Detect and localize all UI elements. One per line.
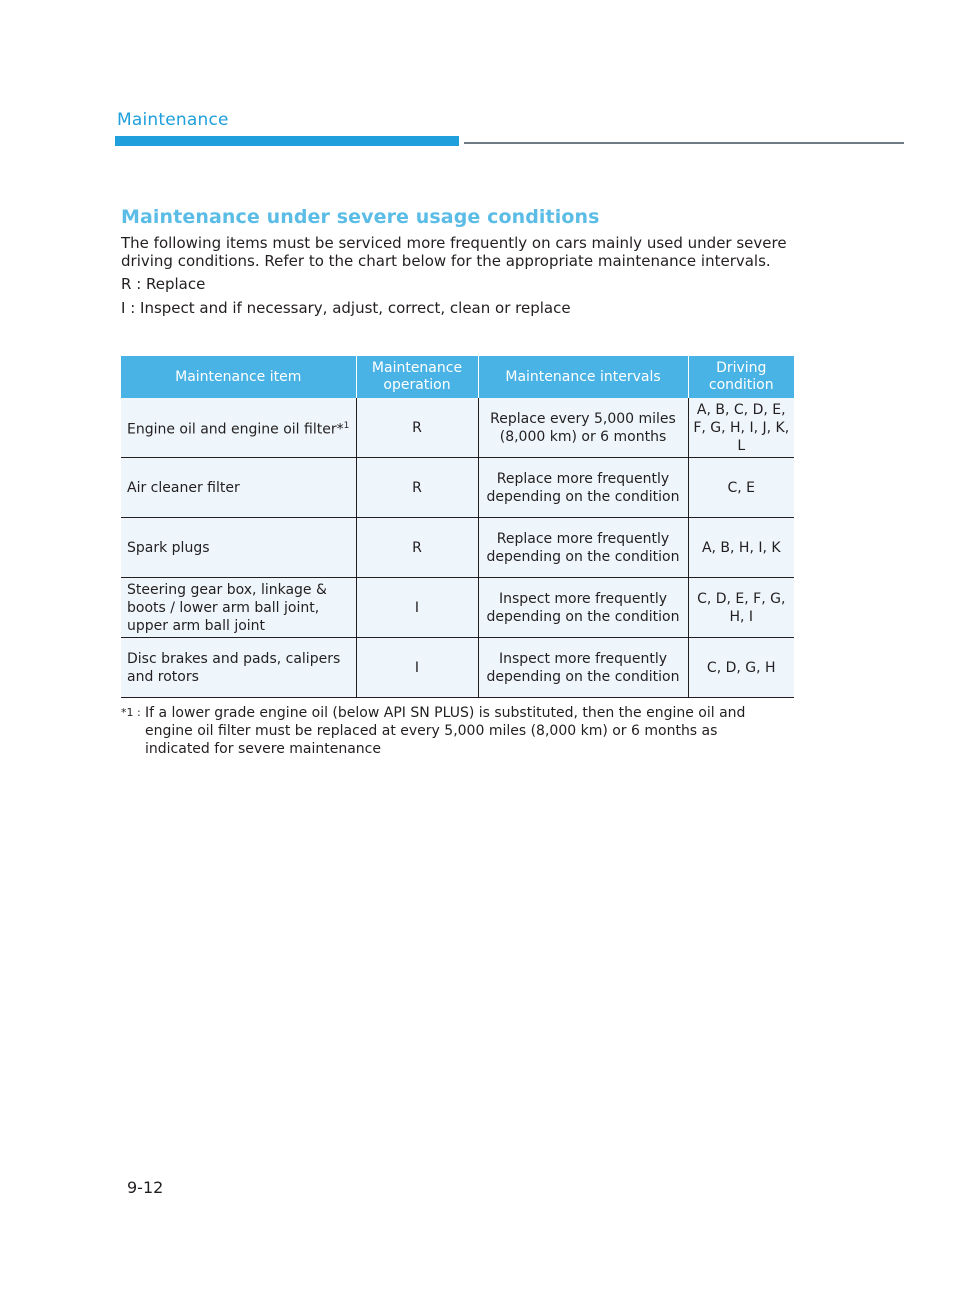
table-header-row: [121, 356, 794, 398]
cell-interval: Replace every 5,000 miles (8,000 km) or 6 months: [478, 398, 688, 458]
cell-condition: A, B, H, I, K: [688, 518, 794, 578]
cell-operation: R: [356, 398, 478, 458]
content: [121, 206, 801, 323]
header-driving-condition: Driving condition: [688, 356, 794, 398]
cell-operation: R: [356, 458, 478, 518]
cell-interval: Inspect more frequently depending on the condition: [478, 578, 688, 638]
header-maintenance-intervals: Maintenance intervals: [478, 356, 688, 398]
legend-inspect: I : Inspect and if necessary, adjust, correct, clean or replace: [121, 299, 571, 317]
table-row: [121, 458, 794, 518]
cell-item: Disc brakes and pads, calipers and rotors: [121, 638, 356, 698]
page-heading: Maintenance under severe usage conditions: [121, 206, 600, 228]
header-maintenance-item: Maintenance item: [121, 356, 356, 398]
cell-operation: I: [356, 638, 478, 698]
cell-condition: C, E: [688, 458, 794, 518]
intro-paragraph: The following items must be serviced more frequently on cars mainly used under severe driving conditions. Refer to the chart below for the appropriate maintenance intervals.: [121, 234, 787, 270]
cell-item: Engine oil and engine oil filter*$^1$: [121, 398, 356, 458]
cell-item: Spark plugs: [121, 518, 356, 578]
cell-item: Air cleaner filter: [121, 458, 356, 518]
table-row: [121, 578, 794, 638]
footnote: [121, 704, 781, 758]
cell-item: Steering gear box, linkage & boots / lower arm ball joint, upper arm ball joint: [121, 578, 356, 638]
cell-operation: R: [356, 518, 478, 578]
cell-condition: C, D, G, H: [688, 638, 794, 698]
cell-condition: A, B, C, D, E, F, G, H, I, J, K, L: [688, 398, 794, 458]
cell-operation: I: [356, 578, 478, 638]
legend-replace: R : Replace: [121, 275, 206, 293]
header-rule: [464, 142, 904, 144]
footnote-text: If a lower grade engine oil (below API SN PLUS) is substituted, then the engine oil and engine oil filter must be replaced at every 5,000 miles (8,000 km) or 6 months as indicated for severe maintenance: [145, 705, 746, 757]
table-row: [121, 518, 794, 578]
footnote-ref: 1: [343, 420, 350, 431]
maintenance-table: [121, 356, 794, 698]
cell-interval: Replace more frequently depending on the condition: [478, 518, 688, 578]
section-title: Maintenance: [117, 110, 229, 130]
cell-interval: Replace more frequently depending on the condition: [478, 458, 688, 518]
header-rule-accent: [115, 136, 459, 146]
table-row: [121, 638, 794, 698]
table-row: [121, 398, 794, 458]
cell-condition: C, D, E, F, G, H, I: [688, 578, 794, 638]
footnote-mark: *1 :: [121, 706, 141, 719]
cell-interval: Inspect more frequently depending on the condition: [478, 638, 688, 698]
header-maintenance-operation: Maintenance operation: [356, 356, 478, 398]
page-number: 9-12: [127, 1178, 164, 1197]
